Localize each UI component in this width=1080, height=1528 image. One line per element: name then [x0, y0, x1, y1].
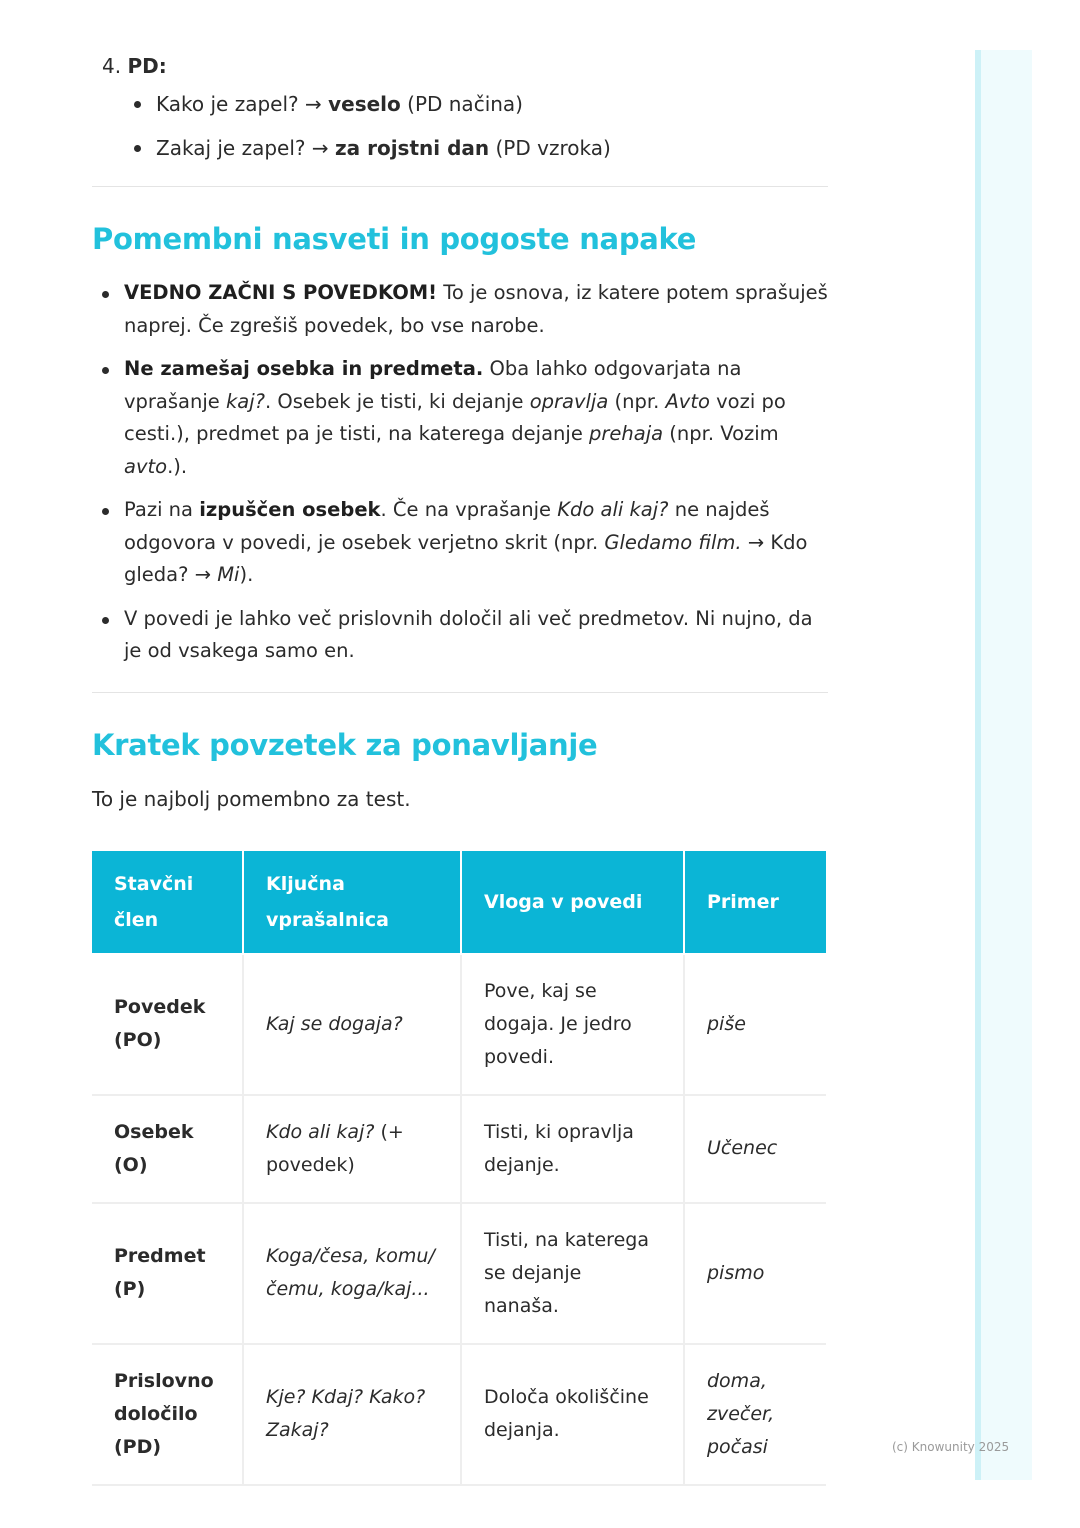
section-divider: [92, 186, 828, 187]
term-cell: Povedek (PO): [92, 954, 243, 1095]
table-header-row: [92, 851, 826, 954]
tip-italic: Avto: [665, 389, 710, 413]
tip-text: . Osebek je tisti, ki dejanje: [264, 389, 530, 413]
tip-text: . Če na vprašanje: [380, 498, 558, 521]
summary-intro: To je najbolj pomembno za test.: [92, 786, 411, 811]
sidebar-edge: [975, 50, 981, 1480]
summary-heading: Kratek povzetek za ponavljanje: [92, 727, 598, 762]
pd-examples-list: [92, 88, 828, 164]
page-sidebar: [975, 50, 1032, 1480]
question-cell: Koga/česa, komu/čemu, koga/kaj...: [243, 1203, 461, 1344]
example-cell: Učenec: [684, 1095, 826, 1203]
pd-note: (PD vzroka): [489, 136, 611, 160]
tip-text: Oba lahko odgovarjata na vprašanje: [124, 357, 742, 413]
tip-item: [100, 494, 828, 592]
tip-bold: izpuščen osebek: [199, 498, 381, 521]
table-row: [92, 1203, 826, 1344]
tip-text: (npr. Vozim: [663, 422, 779, 445]
pd-example-manner: [132, 88, 828, 120]
pd-label: PD:: [127, 54, 167, 78]
pd-question: Kako je zapel? →: [156, 92, 329, 116]
tip-text: (npr.: [608, 389, 666, 413]
tip-bold: VEDNO ZAČNI S POVEDKOM!: [124, 281, 438, 304]
tip-text: Pazi na: [124, 498, 200, 521]
pd-item-heading: [102, 50, 828, 82]
tip-text: vozi po cesti.), predmet pa je tisti, na katerega dejanje: [124, 389, 786, 445]
tip-text: → Kdo gleda? →: [124, 530, 808, 586]
summary-table: [92, 851, 826, 1486]
tips-list: [92, 277, 828, 668]
tip-item: [100, 603, 828, 668]
tip-italic: kaj?: [225, 389, 265, 413]
example-cell: piše: [684, 954, 826, 1095]
role-cell: Določa okoliščine dejanja.: [461, 1344, 684, 1485]
question-cell: Kaj se dogaja?: [243, 954, 461, 1095]
pd-question: Zakaj je zapel? →: [156, 136, 335, 160]
role-cell: Tisti, ki opravlja dejanje.: [461, 1095, 684, 1203]
pd-note: (PD načina): [400, 92, 523, 116]
tip-item: [100, 277, 828, 342]
column-header: Stavčni člen: [92, 851, 243, 954]
tip-text: To je osnova, iz katere potem sprašuješ naprej. Če zgrešiš povedek, bo vse narobe.: [124, 281, 828, 337]
example-cell: pismo: [684, 1203, 826, 1344]
table-row: [92, 1095, 826, 1203]
column-header: Ključna vprašalnica: [243, 851, 461, 954]
pd-number: 4.: [102, 54, 122, 78]
tip-text: V povedi je lahko več prislovnih določil ali več predmetov. Ni nujno, da je od vsakega samo en.: [124, 606, 813, 662]
role-cell: Pove, kaj se dogaja. Je jedro povedi.: [461, 954, 684, 1095]
term-cell: Osebek (O): [92, 1095, 243, 1203]
copyright-notice: (c) Knowunity 2025: [892, 1440, 1010, 1454]
tips-heading: Pomembni nasveti in pogoste napake: [92, 222, 697, 256]
example-cell: doma, zvečer, počasi: [684, 1344, 826, 1485]
tip-text: ne najdeš odgovora v povedi, je osebek verjetno skrit (npr.: [124, 498, 770, 554]
tip-text: .).: [167, 454, 188, 478]
tip-italic: avto: [124, 454, 168, 478]
question-rest: (+ povedek): [266, 1120, 404, 1176]
content-column: [92, 50, 828, 1486]
tip-italic: Gledamo film.: [604, 530, 742, 554]
section-divider: [92, 692, 828, 693]
question-italic: Kdo ali kaj?: [266, 1120, 375, 1143]
column-header: Primer: [684, 851, 826, 954]
pd-answer: veselo: [328, 92, 401, 116]
role-cell: Tisti, na katerega se dejanje nanaša.: [461, 1203, 684, 1344]
term-cell: Prislovno določilo (PD): [92, 1344, 243, 1485]
pd-answer: za rojstni dan: [334, 136, 490, 160]
tip-bold: Ne zamešaj osebka in predmeta.: [124, 357, 484, 380]
table-row: [92, 954, 826, 1095]
tip-italic: prehaja: [589, 422, 664, 445]
question-cell: Kje? Kdaj? Kako? Zakaj?: [243, 1344, 461, 1485]
tip-italic: Kdo ali kaj?: [557, 498, 669, 521]
tip-item: [100, 353, 828, 483]
tip-italic: opravlja: [529, 389, 609, 413]
tip-text: ).: [239, 563, 254, 586]
term-cell: Predmet (P): [92, 1203, 243, 1344]
column-header: Vloga v povedi: [461, 851, 684, 954]
question-cell: [243, 1095, 461, 1203]
pd-example-cause: [132, 132, 828, 164]
table-row: [92, 1344, 826, 1485]
tip-italic: Mi: [217, 563, 240, 586]
